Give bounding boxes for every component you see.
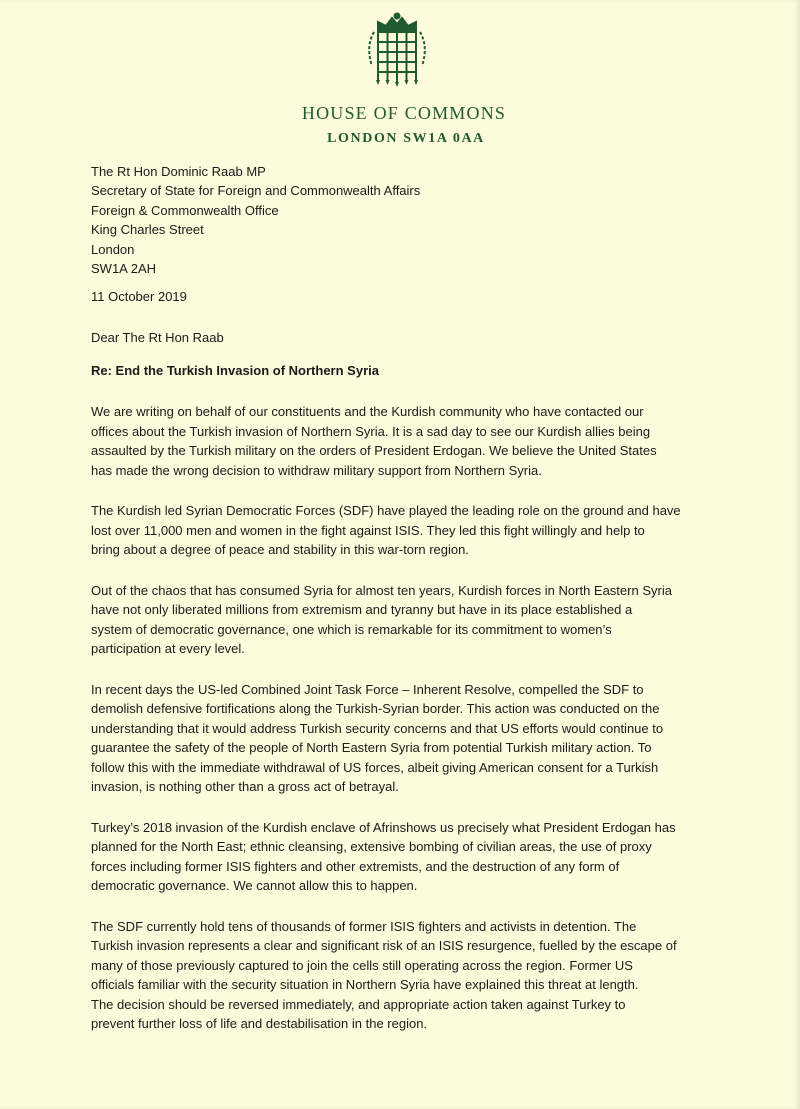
body-line: system of democratic governance, one which is remarkable for its commitment to women’s <box>91 621 612 637</box>
body-line: assaulted by the Turkish military on the orders of President Erdogan. We believe the United States <box>91 443 657 458</box>
body-paragraph <box>91 501 731 560</box>
body-paragraph <box>91 680 731 797</box>
body-line: democratic governance. We cannot allow this to happen. <box>91 878 418 893</box>
body-line: planned for the North East; ethnic cleansing, extensive bombing of civilian areas, the use of proxy <box>91 839 652 854</box>
portcullis-crest-icon <box>366 12 428 88</box>
subject-line: Re: End the Turkish Invasion of Northern Syria <box>91 363 379 378</box>
recipient-line: SW1A 2AH <box>91 261 157 277</box>
body-line: officials familiar with the security situation in Northern Syria have explained this threat at length. <box>91 977 639 992</box>
body-line: understanding that it would address Turkish security concerns and that US efforts would continue to <box>91 720 664 736</box>
body-line: The Kurdish led Syrian Democratic Forces (SDF) have played the leading role on the ground and have <box>91 503 681 518</box>
body-line: many of those previously captured to join the cells still operating across the region. Former US <box>91 957 633 973</box>
body-line: follow this with the immediate withdrawal of US forces, albeit giving American consent for a Turkish <box>91 759 659 775</box>
body-line: guarantee the safety of the people of North Eastern Syria from potential Turkish military action. To <box>91 740 652 755</box>
recipient-address <box>91 162 420 278</box>
body-line: invasion, is nothing other than a gross act of betrayal. <box>91 779 399 794</box>
org-name: HOUSE OF COMMONS <box>301 103 507 123</box>
body-line: have not only liberated millions from extremism and tyranny but have in its place established a <box>91 602 633 617</box>
recipient-line: Secretary of State for Foreign and Commonwealth Affairs <box>91 183 421 199</box>
body-line: participation at every level. <box>91 641 245 656</box>
letter-body <box>91 402 731 1055</box>
body-line: bring about a degree of peace and stability in this war-torn region. <box>91 542 469 557</box>
recipient-line: Foreign & Commonwealth Office <box>91 202 279 218</box>
recipient-line: London <box>91 241 135 257</box>
body-line: prevent further loss of life and destabilisation in the region. <box>91 1016 428 1031</box>
recipient-line: King Charles Street <box>91 222 204 238</box>
body-line: We are writing on behalf of our constituents and the Kurdish community who have contacted our <box>91 404 644 419</box>
body-line: Turkey’s 2018 invasion of the Kurdish enclave of Afrinshows us precisely what President Erdogan has <box>91 819 676 835</box>
body-paragraph <box>91 917 731 1034</box>
body-line: lost over 11,000 men and women in the fight against ISIS. They led this fight willingly and help to <box>91 522 645 538</box>
body-line: The decision should be reversed immediately, and appropriate action taken against Turkey to <box>91 996 626 1012</box>
body-line: offices about the Turkish invasion of Northern Syria. It is a sad day to see our Kurdish allies being <box>91 423 651 439</box>
body-line: has made the wrong decision to withdraw military support from Northern Syria. <box>91 462 542 478</box>
body-line: Turkish invasion represents a clear and significant risk of an ISIS resurgence, fuelled by the escape of <box>91 938 677 953</box>
body-line: The SDF currently hold tens of thousands of former ISIS fighters and activists in detention. The <box>91 918 637 934</box>
body-line: demolish defensive fortifications along the Turkish-Syrian border. This action was conducted on the <box>91 701 660 716</box>
recipient-line: The Rt Hon Dominic Raab MP <box>91 164 266 179</box>
body-line: In recent days the US-led Combined Joint Task Force – Inherent Resolve, compelled the SDF to <box>91 681 644 697</box>
salutation: Dear The Rt Hon Raab <box>91 330 224 345</box>
body-line: Out of the chaos that has consumed Syria for almost ten years, Kurdish forces in North Eastern Syria <box>91 582 672 598</box>
letter-date: 11 October 2019 <box>91 289 187 304</box>
body-line: forces including former ISIS fighters and other extremists, and the destruction of any form of <box>91 858 620 874</box>
body-paragraph <box>91 402 731 480</box>
body-paragraph <box>91 581 731 659</box>
org-address: LONDON SW1A 0AA <box>327 131 485 146</box>
body-paragraph <box>91 818 731 896</box>
